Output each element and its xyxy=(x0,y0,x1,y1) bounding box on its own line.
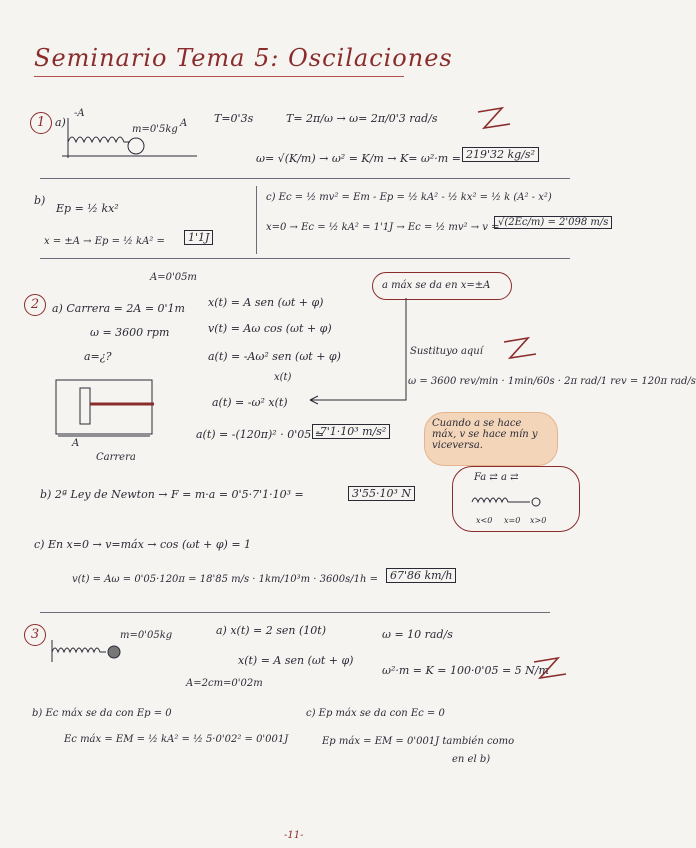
p3-b-eq: Ec máx = EM = ½ kA² = ½ 5·0'02² = 0'001J xyxy=(64,734,289,745)
p3-mass: m=0'05kg xyxy=(120,630,173,641)
p3-spring-diagram xyxy=(50,640,130,664)
p1-period: T=0'3s xyxy=(214,112,254,125)
p2-carrera: a) Carrera = 2A = 0'1m xyxy=(52,302,185,315)
p3-c-eq: Ep máx = EM = 0'001J también como xyxy=(322,736,515,747)
p1-b-ep: Ep = ½ kx² xyxy=(56,202,119,215)
p3-omega: ω = 10 rad/s xyxy=(382,628,453,641)
problem-3-number: 3 xyxy=(24,624,46,646)
p1-pos-a: A xyxy=(180,118,188,129)
spring-sketch xyxy=(470,492,560,512)
p1-b-x: x = ±A → Ep = ½ kA² = xyxy=(44,236,165,247)
p2-a-t: a(t) = -Aω² sen (ωt + φ) xyxy=(208,350,341,363)
p1-c-line1: c) Ec = ½ mv² = Em - Ep = ½ kA² - ½ kx² = ½ k (A² - x²) xyxy=(266,192,552,203)
p3-b-head: b) Ec máx se da con Ep = 0 xyxy=(32,708,172,719)
p2-v-line: v(t) = Aω = 0'05·120π = 18'85 m/s · 1km/10³m · 3600s/1h = xyxy=(72,574,378,585)
p2-spring-label-pos: x>0 xyxy=(530,516,547,525)
page-title: Seminario Tema 5: Oscilaciones xyxy=(34,44,453,72)
divider xyxy=(40,258,570,259)
p2-question: a=¿? xyxy=(84,350,112,363)
p2-x-under: x(t) xyxy=(274,372,292,383)
p2-b-line: b) 2ª Ley de Newton → F = m·a = 0'5·7'1·10³ = xyxy=(40,488,304,501)
p2-x-t: x(t) = A sen (ωt + φ) xyxy=(208,296,324,309)
p2-spring-note: Fa ⇄ a ⇄ xyxy=(474,472,519,483)
p2-a-rel: a(t) = -ω² x(t) xyxy=(212,396,288,409)
p2-omega: ω = 3600 rpm xyxy=(90,326,170,339)
p1-b-result: 1'1J xyxy=(184,230,213,245)
check-mark-icon xyxy=(474,104,514,134)
p1-b-label: b) xyxy=(34,194,46,207)
p1-mass: m=0'5kg xyxy=(132,124,178,135)
arrow-icon xyxy=(300,294,420,404)
p1-omega-eq: T= 2π/ω → ω= 2π/0'3 rad/s xyxy=(286,112,438,125)
title-underline xyxy=(34,76,404,77)
p2-c-line: c) En x=0 → v=máx → cos (ωt + φ) = 1 xyxy=(34,538,252,551)
p1-a-label: a) xyxy=(55,116,66,129)
p1-k-line: ω= √(K/m) → ω² = K/m → K= ω²·m = xyxy=(256,152,461,165)
p3-a: A=2cm=0'02m xyxy=(186,678,263,689)
p2-b-result: 3'55·10³ N xyxy=(348,486,415,501)
p3-c-eq2: en el b) xyxy=(452,754,491,765)
p2-conv: ω = 3600 rev/min · 1min/60s · 2π rad/1 rev = 120π rad/s xyxy=(408,376,696,387)
p1-neg-a: -A xyxy=(74,108,85,119)
p2-carrera-label: Carrera xyxy=(96,452,136,463)
p3-a-line1: a) x(t) = 2 sen (10t) xyxy=(216,624,326,637)
p2-a-val: a(t) = -(120π)² · 0'05 = xyxy=(196,428,324,441)
p2-spring-label-neg: x<0 xyxy=(476,516,493,525)
divider xyxy=(40,178,570,179)
p2-cloud2-text: Cuando a se hace máx, v se hace mín y viceversa. xyxy=(432,418,538,451)
p3-k: ω²·m = K = 100·0'05 = 5 N/m xyxy=(382,664,549,677)
vertical-divider xyxy=(256,186,257,254)
p2-sustituyo: Sustituyo aquí xyxy=(410,346,483,357)
problem-2-number: 2 xyxy=(24,294,46,316)
piston-diagram xyxy=(54,376,158,442)
p1-c-line2: x=0 → Ec = ½ kA² = 1'1J → Ec = ½ mv² → v = xyxy=(266,222,500,233)
p2-a-note: A=0'05m xyxy=(150,272,197,283)
p2-a-result: -7'1·10³ m/s² xyxy=(312,424,390,439)
p2-cloud1-text: a máx se da en x=±A xyxy=(382,280,491,291)
p3-a-line2: x(t) = A sen (ωt + φ) xyxy=(238,654,354,667)
divider xyxy=(40,612,550,613)
problem-1-number: 1 xyxy=(30,112,52,134)
page-number: -11- xyxy=(284,830,304,841)
p2-spring-label-zero: x=0 xyxy=(504,516,521,525)
p1-k-result: 219'32 kg/s² xyxy=(462,147,539,162)
p3-c-head: c) Ep máx se da con Ec = 0 xyxy=(306,708,445,719)
p2-v-t: v(t) = Aω cos (ωt + φ) xyxy=(208,322,332,335)
check-mark-icon xyxy=(500,334,540,364)
check-mark-icon xyxy=(530,654,570,684)
p1-c-result: √(2Ec/m) = 2'098 m/s xyxy=(494,216,612,229)
p2-spring-a-label: A xyxy=(72,438,80,449)
p2-v-result: 67'86 km/h xyxy=(386,568,456,583)
